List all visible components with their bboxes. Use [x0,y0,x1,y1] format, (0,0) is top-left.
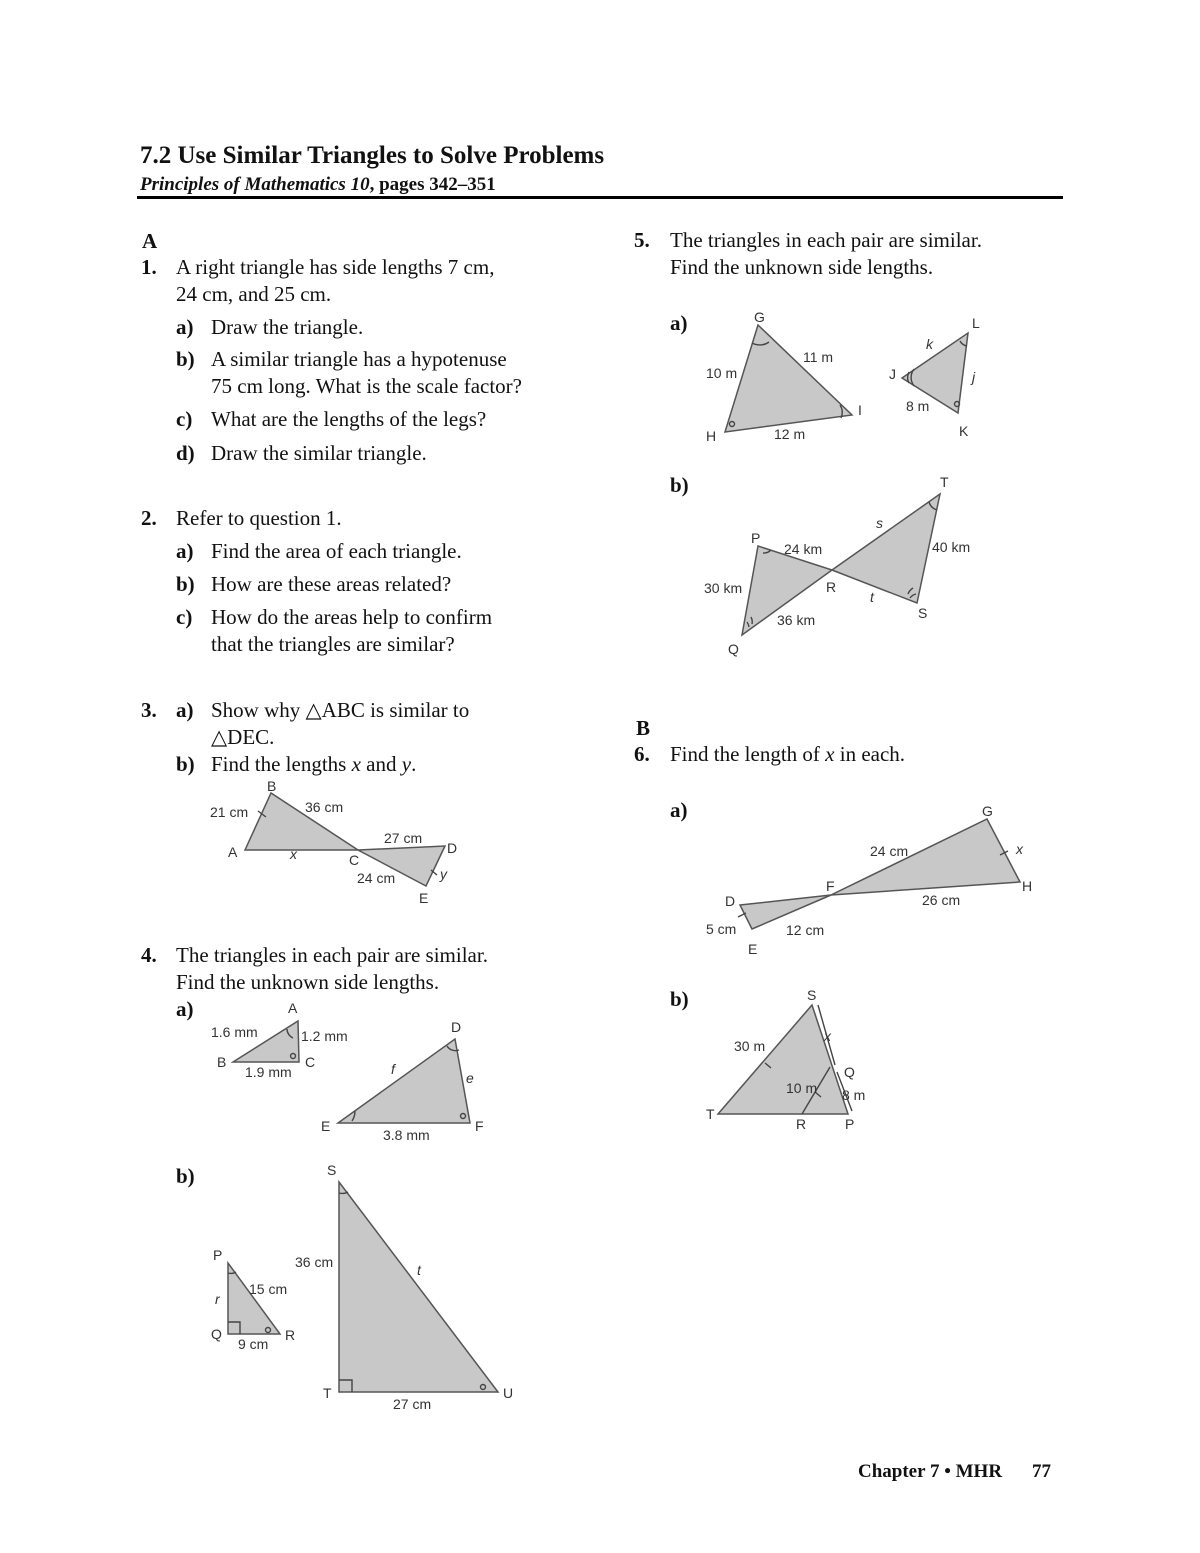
q1a-text: Draw the triangle. [211,315,364,339]
q2a-label: a) [176,539,194,563]
q3-side-ce: 24 cm [357,870,396,886]
q4a-label-a: A [288,1000,298,1016]
q5a-side-gi: 11 m [803,349,834,365]
q5-line1: The triangles in each pair are similar. [670,228,982,252]
q6a-triangle-fgh [831,819,1020,895]
q5b-label-t: T [940,474,949,490]
q1a-label: a) [176,315,194,339]
q3-side-bc: 36 cm [305,799,344,815]
q4a-label-e: E [321,1118,331,1134]
q2b-label: b) [176,572,195,596]
q1-number: 1. [141,255,157,279]
q6-text [670,741,905,768]
q6b-side-qr: 10 m [786,1080,818,1096]
q6b-triangle-spt [718,1005,848,1114]
q3-label-e: E [419,890,429,906]
q5b-side-ts: 40 km [932,539,971,555]
q5b-side-pr: 24 km [784,541,823,557]
q6b-label-r: R [796,1116,807,1132]
q5a-triangle-ghi [725,325,852,432]
q5b-side-pq: 30 km [704,580,743,596]
q5b-label-r: R [826,579,837,595]
q5a-var-k: k [926,336,933,352]
book-title: Principles of Mathematics 10 [140,174,370,195]
q2b-text: How are these areas related? [211,572,452,596]
q2c-line2: that the triangles are similar? [211,632,455,656]
q3-label-b: B [267,778,277,794]
q1c-label: c) [176,407,193,431]
q1-line1: A right triangle has side lengths 7 cm, [176,255,495,279]
q4-number: 4. [141,943,157,967]
q5a-label-l: L [972,315,980,331]
q5a-label-k: K [959,423,969,439]
q4a-label-f: F [475,1118,484,1134]
q6b-label-p: P [845,1116,855,1132]
section-a-heading: A [142,229,158,253]
q3b-label: b) [176,752,195,776]
q5b-figure [700,470,990,660]
q1b-line2: 75 cm long. What is the scale factor? [211,374,523,398]
q6b-label-t: T [706,1106,715,1122]
q3-label-a: A [228,844,238,860]
q5-line2: Find the unknown side lengths. [670,255,934,279]
q6-var-x: x [825,742,835,766]
q4a-side-ac: 1.2 mm [301,1028,348,1044]
q3-var-y: y [440,866,447,882]
q4b-side-tu: 27 cm [393,1396,432,1412]
q3-label-d: D [447,840,458,856]
q6b-label-s: S [807,987,817,1003]
q4b-label-q: Q [211,1326,222,1342]
q4b-label-t: T [323,1385,332,1401]
q5a-label-i: I [858,402,862,418]
q3b-var-y: y [401,752,412,776]
q5a-figure [700,305,1000,450]
q4-line2: Find the unknown side lengths. [176,970,440,994]
q5b-var-s: s [876,515,883,531]
q4a-label-c: C [305,1054,316,1070]
q6a-side-ef: 12 cm [786,922,825,938]
q6b-side-qp: 8 m [842,1087,866,1103]
q4a-side-ab: 1.6 mm [211,1024,258,1040]
q3a-label: a) [176,698,194,722]
q6b-side-ts: 30 m [734,1038,766,1054]
q4a-side-ef: 3.8 mm [383,1127,430,1143]
q4a-triangle-def [338,1039,470,1123]
q2-number: 2. [141,506,157,530]
q5a-label-h: H [706,428,717,444]
q4b-triangle-pqr [228,1263,280,1334]
q6a-figure [700,795,1040,965]
q6-text-pre: Find the length of [670,742,826,766]
q6a-side-fh: 26 cm [922,892,961,908]
q6a-label-f: F [826,878,835,894]
q5a-label-j: J [889,366,896,382]
q4b-label-p: P [213,1247,223,1263]
q1d-label: d) [176,441,195,465]
footer-chapter: Chapter 7 • MHR [858,1461,1003,1482]
q6a-label-h: H [1022,878,1033,894]
q4a-var-f: f [391,1061,395,1077]
q4a-side-bc: 1.9 mm [245,1064,292,1080]
q1-line2: 24 cm, and 25 cm. [176,282,332,306]
q4b-label-u: U [503,1385,514,1401]
q4a-label: a) [176,997,194,1021]
q5b-label-q: Q [728,641,739,657]
q3a-line2: △DEC. [211,725,275,749]
q6a-label-e: E [748,941,758,957]
q3a-line1: Show why △ABC is similar to [211,698,470,722]
q4b-label: b) [176,1164,195,1188]
q3-side-cd: 27 cm [384,830,423,846]
q5b-triangle-rst [832,494,940,603]
q6a-label: a) [670,798,688,822]
q4b-side-pr: 15 cm [249,1281,288,1297]
page-range: , pages 342–351 [369,174,496,195]
q4b-var-t: t [417,1262,421,1278]
q4b-side-st: 36 cm [295,1254,334,1270]
q5b-label-s: S [918,605,928,621]
q2c-label: c) [176,605,193,629]
q1d-text: Draw the similar triangle. [211,441,427,465]
q3-figure [200,775,480,910]
q1b-line1: A similar triangle has a hypotenuse [211,347,507,371]
q6b-var-x: x [824,1028,831,1044]
page-footer [858,1461,1051,1483]
page-subtitle [140,174,496,196]
q4b-label-r: R [285,1327,296,1343]
q6a-label-g: G [982,803,993,819]
q6-number: 6. [634,742,650,766]
q6b-figure [700,985,900,1135]
q5a-side-hi: 12 m [774,426,806,442]
q4b-triangle-stu [339,1182,498,1392]
q3b-text-pre: Find the lengths [211,752,352,776]
q5a-label-g: G [754,309,765,325]
header-rule [137,196,1063,199]
q5b-label: b) [670,473,689,497]
q6-text-post: in each. [834,742,906,766]
q4b-figure [205,1155,525,1415]
page-number: 77 [1032,1461,1052,1482]
q5-number: 5. [634,228,650,252]
q3b-text [211,751,416,778]
q6a-side-fg: 24 cm [870,843,909,859]
q4b-var-r: r [215,1291,220,1307]
q2c-line1: How do the areas help to confirm [211,605,493,629]
q2a-text: Find the area of each triangle. [211,539,462,563]
q3-var-x: x [290,846,297,862]
q3b-text-post: . [411,752,417,776]
q6a-var-x: x [1016,841,1023,857]
page-title: 7.2 Use Similar Triangles to Solve Problems [140,142,605,169]
q6a-label-d: D [725,893,736,909]
q4a-label-b: B [217,1054,227,1070]
q5a-label: a) [670,311,688,335]
q5a-var-j: j [972,369,976,385]
q5a-side-jk: 8 m [906,398,930,414]
q3-side-ab: 21 cm [210,804,249,820]
q2-text: Refer to question 1. [176,506,342,530]
section-b-heading: B [636,716,651,740]
q4a-figure [205,995,495,1145]
q5b-label-p: P [751,530,761,546]
q3-number: 3. [141,698,157,722]
q1c-text: What are the lengths of the legs? [211,407,487,431]
q6b-label: b) [670,987,689,1011]
q6b-label-q: Q [844,1064,855,1080]
q1b-label: b) [176,347,195,371]
q4a-var-e: e [466,1070,474,1086]
q5b-side-qr: 36 km [777,612,816,628]
q3b-var-x: x [351,752,361,776]
q3-label-c: C [349,852,360,868]
q4-line1: The triangles in each pair are similar. [176,943,488,967]
q4b-label-s: S [327,1162,337,1178]
q4a-label-d: D [451,1019,462,1035]
q3b-text-mid: and [360,752,402,776]
q5a-side-gh: 10 m [706,365,738,381]
q6a-side-de: 5 cm [706,921,737,937]
q4b-side-qr: 9 cm [238,1336,269,1352]
q5b-var-t: t [870,589,874,605]
